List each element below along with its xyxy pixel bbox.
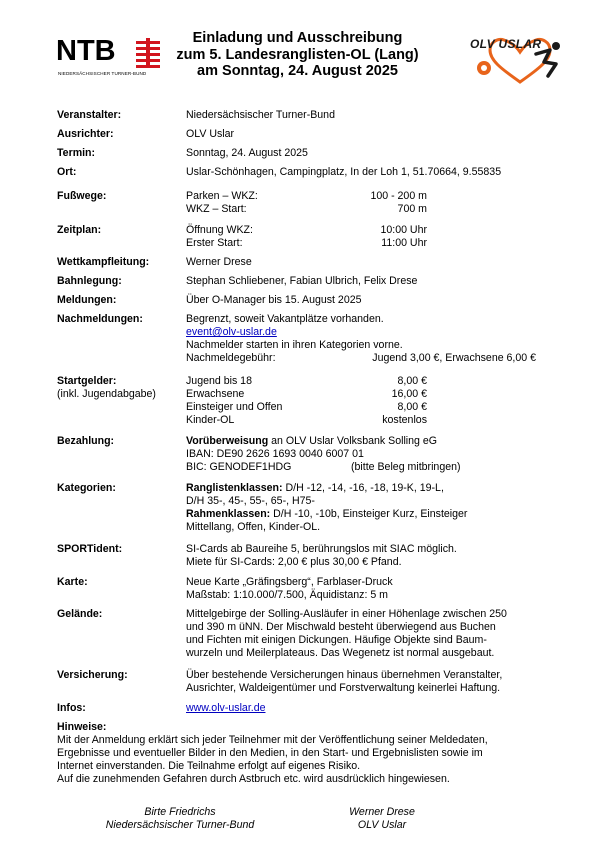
- gelaende-line: Mittelgebirge der Solling-Ausläufer in einer Höhenlage zwischen 250: [186, 608, 507, 620]
- zeitplan-item-value: 10:00 Uhr: [380, 224, 427, 236]
- signature-left-org: Niedersächsischer Turner-Bund: [105, 819, 255, 831]
- nachmeldungen-line: Nachmelder starten in ihren Kategorien vorne.: [186, 339, 403, 351]
- value-sportident: [186, 543, 556, 569]
- fussweg-item-value: 700 m: [397, 203, 427, 215]
- hinweise-section: [57, 721, 557, 786]
- hinweise-line: Internet einverstanden. Die Teilnahme erfolgt auf eigenes Risiko.: [57, 760, 361, 772]
- gelaende-line: und Fichten mit einigen Dickungen. Häufige Objekte sind Baum-: [186, 634, 487, 646]
- startgeld-item-label: Erwachsene: [186, 388, 245, 400]
- email-link[interactable]: event@olv-uslar.de: [186, 326, 277, 338]
- ntb-cross-icon: [136, 38, 160, 68]
- rahmenklassen-text: D/H -10, -10b, Einsteiger Kurz, Einsteiger: [270, 508, 468, 520]
- label-startgelder: [57, 375, 185, 401]
- karte-line: Neue Karte „Gräfingsberg“, Farblaser-Druck: [186, 576, 393, 588]
- hinweise-line: Mit der Anmeldung erklärt sich jeder Teilnehmer mit der Veröffentlichung seiner Meldedaten,: [57, 734, 488, 746]
- ranglistenklassen-label: Ranglistenklassen:: [186, 482, 283, 494]
- value-meldungen: Über O-Manager bis 15. August 2025: [186, 294, 362, 306]
- label-sportident: SPORTident:: [57, 543, 123, 555]
- label-ausrichter: Ausrichter:: [57, 128, 114, 140]
- signature-left: [80, 806, 280, 832]
- label-zeitplan: Zeitplan:: [57, 224, 102, 236]
- startgeld-item-label: Jugend bis 18: [186, 375, 252, 387]
- olv-uslar-logo: [470, 34, 570, 86]
- hinweise-line: Auf die zunehmenden Gefahren durch Astbruch etc. wird ausdrücklich hingewiesen.: [57, 773, 450, 785]
- iban-text: IBAN: DE90 2626 1693 0040 6007 01: [186, 448, 364, 460]
- gelaende-line: und 390 m üNN. Der Mischwald besteht überwiegend aus Buchen: [186, 621, 496, 633]
- title-line-1: Einladung und Ausschreibung: [192, 30, 403, 46]
- signature-right-name: Werner Drese: [349, 806, 415, 818]
- label-nachmeldungen: Nachmeldungen:: [57, 313, 143, 325]
- document-title: [170, 30, 425, 80]
- olv-logo-text: OLV USLAR: [470, 37, 542, 51]
- label-veranstalter: Veranstalter:: [57, 109, 122, 121]
- versicherung-line: Über bestehende Versicherungen hinaus übernehmen Veranstalter,: [186, 669, 503, 681]
- label-termin: Termin:: [57, 147, 96, 159]
- website-link[interactable]: www.olv-uslar.de: [186, 702, 266, 714]
- value-karte: [186, 576, 556, 602]
- value-kategorien: [186, 482, 556, 534]
- signature-right: [318, 806, 446, 832]
- fussweg-item-label: Parken – WKZ:: [186, 190, 258, 202]
- karte-line: Maßstab: 1:10.000/7.500, Äquidistanz: 5 m: [186, 589, 388, 601]
- label-gelaende: Gelände:: [57, 608, 103, 620]
- rahmenklassen-label: Rahmenklassen:: [186, 508, 271, 520]
- value-nachmeldungen: [186, 313, 556, 365]
- value-zeitplan: [186, 224, 556, 250]
- bezahlung-lead-rest: an OLV Uslar Volksbank Solling eG: [268, 435, 438, 447]
- bic-note: (bitte Beleg mitbringen): [351, 461, 461, 473]
- startgeld-item-value: 16,00 €: [391, 388, 427, 400]
- gelaende-line: wurzeln und Meilerplateaus. Das Wegenetz ist normal ausgebaut.: [186, 647, 495, 659]
- signature-left-name: Birte Friedrichs: [144, 806, 216, 818]
- rahmenklassen-line2: Mittellang, Offen, Kinder-OL.: [186, 521, 321, 533]
- value-gelaende: [186, 608, 556, 660]
- value-wettkampfleitung: Werner Drese: [186, 256, 252, 268]
- nachmeldegebuehr-label: Nachmeldegebühr:: [186, 352, 276, 364]
- title-line-2: zum 5. Landesranglisten-OL (Lang): [176, 46, 419, 63]
- label-infos: Infos:: [57, 702, 86, 714]
- label-ort: Ort:: [57, 166, 77, 178]
- label-versicherung: Versicherung:: [57, 669, 128, 681]
- sportident-line: SI-Cards ab Baureihe 5, berührungslos mit SIAC möglich.: [186, 543, 457, 555]
- label-karte: Karte:: [57, 576, 88, 588]
- startgeld-item-value: 8,00 €: [397, 375, 427, 387]
- value-ausrichter: OLV Uslar: [186, 128, 235, 140]
- startgeld-item-label: Einsteiger und Offen: [186, 401, 283, 413]
- fussweg-item-label: WKZ – Start:: [186, 203, 247, 215]
- signature-right-org: OLV Uslar: [357, 819, 407, 831]
- value-ort: Uslar-Schönhagen, Campingplatz, In der Loh 1, 51.70664, 9.55835: [186, 166, 502, 178]
- page-header: [0, 30, 595, 90]
- hinweise-line: Ergebnisse und eventueller Bilder in den Medien, in den Start- und Ergebnislisten sowie im: [57, 747, 483, 759]
- label-bezahlung: Bezahlung:: [57, 435, 115, 447]
- value-veranstalter: Niedersächsischer Turner-Bund: [186, 109, 335, 121]
- value-startgelder: [186, 375, 556, 427]
- zeitplan-item-label: Erster Start:: [186, 237, 243, 249]
- ntb-logo-subtitle: NIEDERSÄCHSISCHER TURNER-BUND: [58, 71, 147, 76]
- label-bahnlegung: Bahnlegung:: [57, 275, 122, 287]
- ntb-logo-letters: NTB: [56, 35, 116, 67]
- bezahlung-lead: Vorüberweisung: [186, 435, 269, 447]
- fussweg-item-value: 100 - 200 m: [370, 190, 427, 202]
- title-line-3: am Sonntag, 24. August 2025: [197, 63, 398, 79]
- versicherung-line: Ausrichter, Waldeigentümer und Forstverwaltung keinerlei Haftung.: [186, 682, 501, 694]
- hinweise-label: Hinweise:: [57, 721, 107, 733]
- label-meldungen: Meldungen:: [57, 294, 117, 306]
- bic-text: BIC: GENODEF1HDG: [186, 461, 292, 473]
- sportident-line: Miete für SI-Cards: 2,00 € plus 30,00 € Pfand.: [186, 556, 402, 568]
- value-infos: [186, 702, 556, 715]
- startgeld-item-value: kostenlos: [382, 414, 427, 426]
- nachmeldegebuehr-value: Jugend 3,00 €, Erwachsene 6,00 €: [372, 352, 536, 364]
- value-bezahlung: [186, 435, 556, 474]
- label-kategorien: Kategorien:: [57, 482, 116, 494]
- value-termin: Sonntag, 24. August 2025: [186, 147, 308, 159]
- startgelder-label: Startgelder:: [57, 375, 117, 387]
- label-wettkampfleitung: Wettkampfleitung:: [57, 256, 150, 268]
- label-fusswege: Fußwege:: [57, 190, 107, 202]
- value-bahnlegung: Stephan Schliebener, Fabian Ulbrich, Felix Drese: [186, 275, 418, 287]
- zeitplan-item-value: 11:00 Uhr: [381, 237, 427, 249]
- ranglistenklassen-line2: D/H 35-, 45-, 55-, 65-, H75-: [186, 495, 315, 507]
- ntb-logo: [56, 36, 168, 84]
- value-versicherung: [186, 669, 556, 695]
- zeitplan-item-label: Öffnung WKZ:: [186, 224, 253, 236]
- startgelder-sublabel: (inkl. Jugendabgabe): [57, 388, 156, 400]
- startgeld-item-value: 8,00 €: [397, 401, 427, 413]
- startgeld-item-label: Kinder-OL: [186, 414, 235, 426]
- nachmeldungen-line: Begrenzt, soweit Vakantplätze vorhanden.: [186, 313, 384, 325]
- value-fusswege: [186, 190, 556, 216]
- ranglistenklassen-text: D/H -12, -14, -16, -18, 19-K, 19-L,: [282, 482, 444, 494]
